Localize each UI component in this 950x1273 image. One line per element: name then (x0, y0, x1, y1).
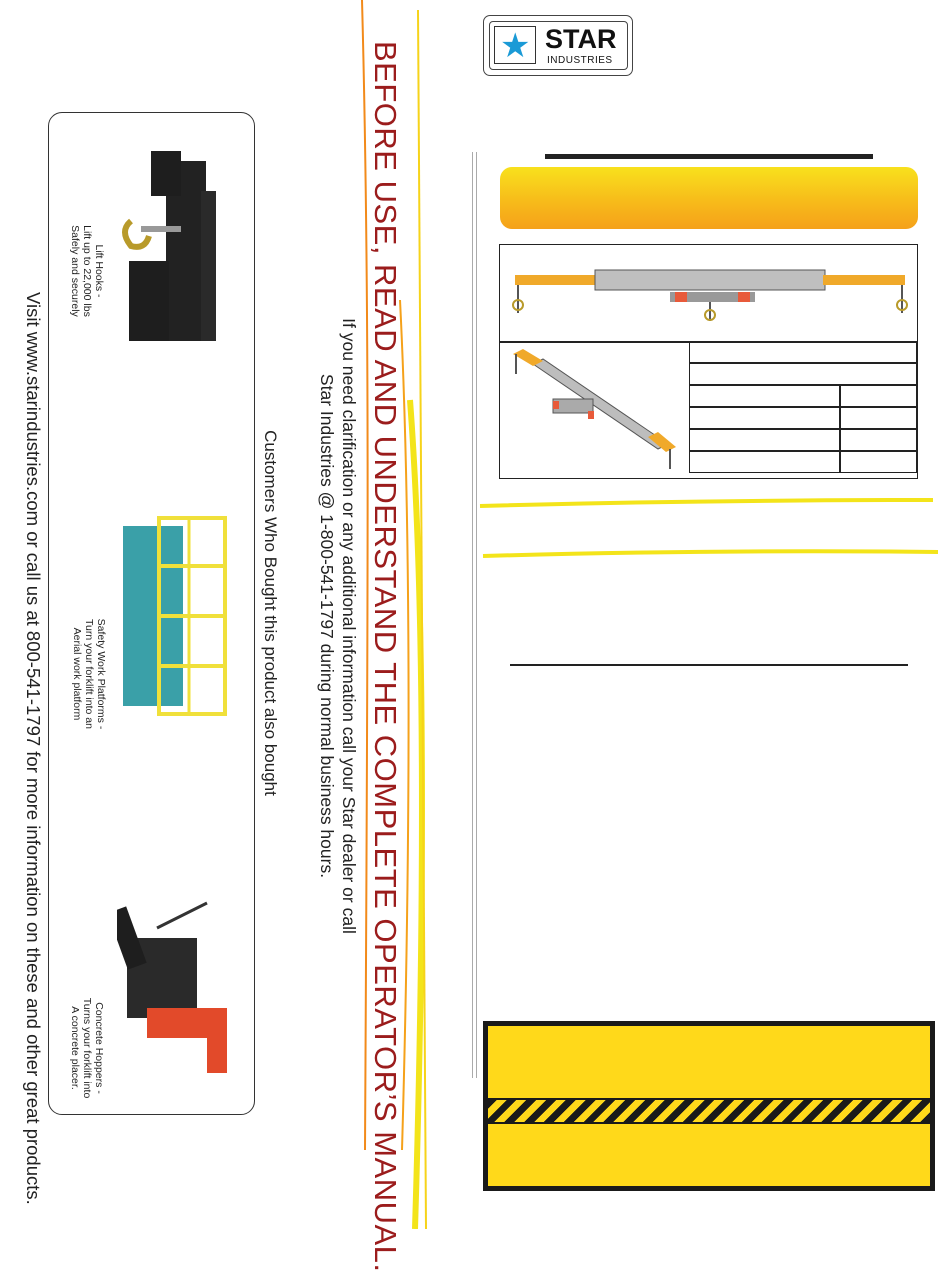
spec-table-cell (689, 341, 917, 363)
clarification-text: If you need clarification or any additional information call your Star dealer or call Star Industries @ 1-800-541-1797 during normal business hours. (317, 318, 359, 934)
concrete-hopper-image (117, 898, 237, 1073)
spec-table-cell (689, 451, 840, 473)
concrete-hopper-caption: Concrete Hoppers - Turns your forklift into A concrete placer. (69, 997, 105, 1099)
related-products-heading: Customers Who Bought this product also bought (261, 430, 280, 796)
spec-table-cell (689, 363, 917, 385)
safety-platform-image (119, 516, 229, 716)
divider-line (472, 152, 473, 1078)
before-use-heading: BEFORE USE, READ AND UNDERSTAND THE COMPLETE OPERATOR’S MANUAL. (368, 41, 403, 1273)
spec-table-cell (840, 385, 917, 407)
related-products-box (48, 112, 255, 1115)
hazard-stripe (488, 1098, 930, 1124)
star-industries-logo: ★ STAR INDUSTRIES (483, 15, 633, 76)
spec-table-cell (840, 429, 917, 451)
spreader-bar-iso-image (508, 349, 678, 473)
spec-table-cell (689, 385, 840, 407)
spec-table-cell (840, 451, 917, 473)
spreader-bar-side-image (510, 265, 910, 345)
star-icon: ★ (500, 27, 531, 65)
spec-table-cell (840, 407, 917, 429)
lift-hook-image (121, 151, 236, 361)
spec-table-cell (689, 407, 840, 429)
safety-platform-caption: Safety Work Platforms - Turn your forklift into an Aerial work platform (71, 618, 107, 730)
spec-table-cell (689, 429, 840, 451)
warning-box (483, 1021, 935, 1191)
title-rule (545, 154, 873, 159)
divider-line (476, 152, 477, 1078)
lift-hook-caption: Lift Hooks - Lift up to 22,000 lbs Safely and securely (69, 225, 105, 317)
title-banner (500, 167, 918, 229)
footer-visit-text: Visit www.starindustries.com or call us at 800-541-1797 for more information on these and other great products. (23, 292, 44, 1205)
yellow-swoosh-lines (478, 494, 940, 564)
spec-box (499, 244, 918, 479)
section-rule (510, 664, 908, 666)
